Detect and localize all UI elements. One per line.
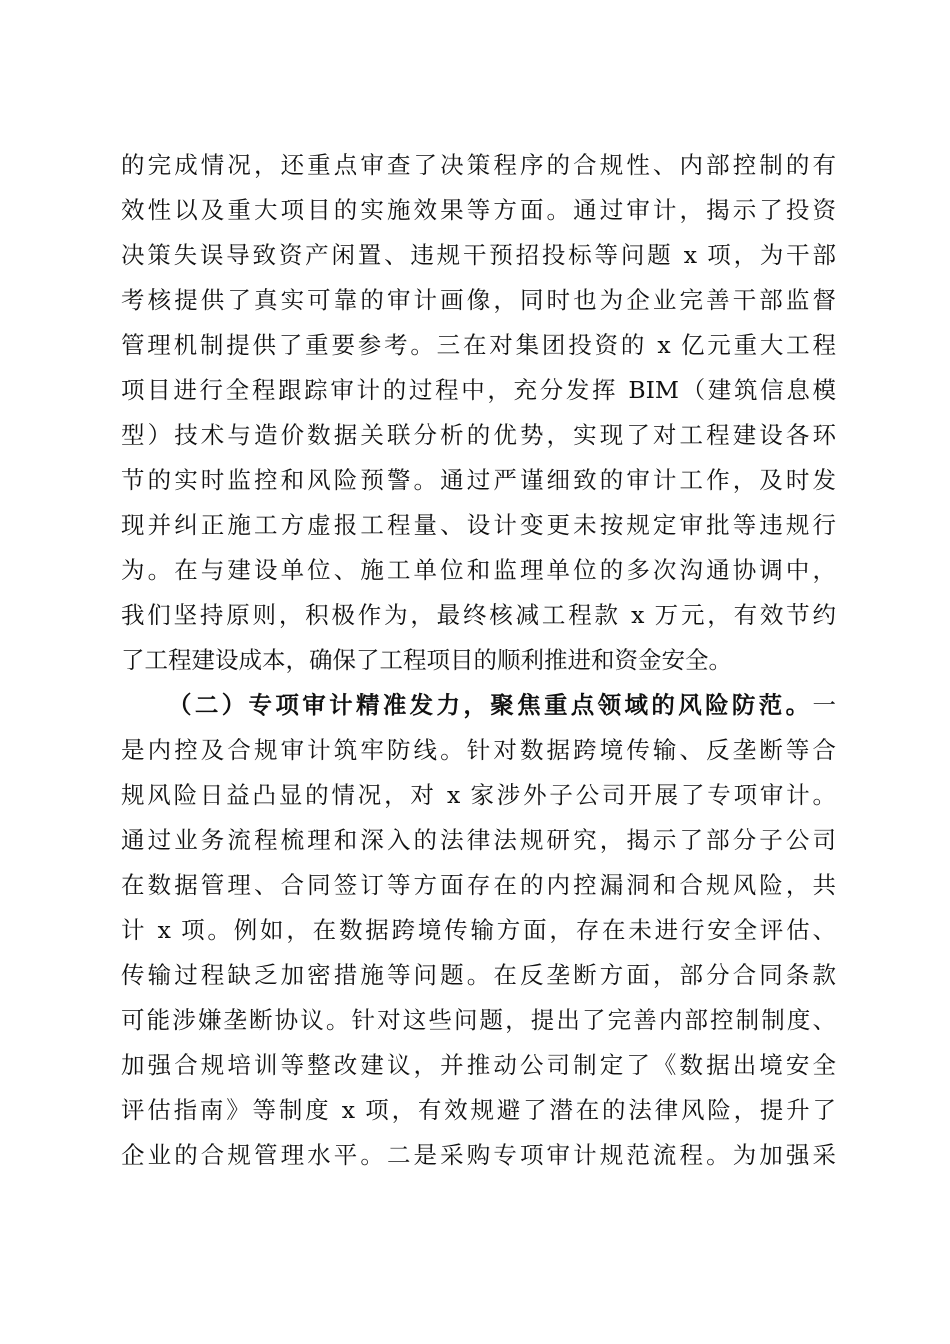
text-line: 为。在与建设单位、施工单位和监理单位的多次沟通协调中， xyxy=(121,556,836,584)
text-line: 企业的合规管理水平。二是采购专项审计规范流程。为加强采 xyxy=(121,1141,836,1169)
text-line: 效性以及重大项目的实施效果等方面。通过审计，揭示了投资 xyxy=(121,196,836,224)
section-heading: （二）专项审计精准发力，聚焦重点领域的风险防范。 xyxy=(168,691,813,719)
text-line: 决策失误导致资产闲置、违规干预招投标等问题 x 项，为干部 xyxy=(121,241,836,269)
text-line: 型）技术与造价数据关联分析的优势，实现了对工程建设各环 xyxy=(121,421,836,449)
text-line: 计 x 项。例如，在数据跨境传输方面，存在未进行安全评估、 xyxy=(121,916,836,944)
text-line: 加强合规培训等整改建议，并推动公司制定了《数据出境安全 xyxy=(121,1051,836,1079)
text-line: 在数据管理、合同签订等方面存在的内控漏洞和合规风险，共 xyxy=(121,871,836,899)
document-body xyxy=(121,143,836,1178)
section-heading-continuation: 一 xyxy=(812,691,836,719)
text-line: 项目进行全程跟踪审计的过程中，充分发挥 BIM（建筑信息模 xyxy=(121,376,836,404)
text-line: 通过业务流程梳理和深入的法律法规研究，揭示了部分子公司 xyxy=(121,826,836,854)
text-line: 管理机制提供了重要参考。三在对集团投资的 x 亿元重大工程 xyxy=(121,331,836,359)
text-line: 可能涉嫌垄断协议。针对这些问题，提出了完善内部控制制度、 xyxy=(121,1006,836,1034)
text-line: 规风险日益凸显的情况，对 x 家涉外子公司开展了专项审计。 xyxy=(121,781,836,809)
text-line: 节的实时监控和风险预警。通过严谨细致的审计工作，及时发 xyxy=(121,466,836,494)
text-line: 我们坚持原则，积极作为，最终核减工程款 x 万元，有效节约 xyxy=(121,601,836,629)
text-line: 现并纠正施工方虚报工程量、设计变更未按规定审批等违规行 xyxy=(121,511,836,539)
text-line: 考核提供了真实可靠的审计画像，同时也为企业完善干部监督 xyxy=(121,286,836,314)
text-line: 是内控及合规审计筑牢防线。针对数据跨境传输、反垄断等合 xyxy=(121,736,836,764)
text-line: 评估指南》等制度 x 项，有效规避了潜在的法律风险，提升了 xyxy=(121,1096,836,1124)
paragraph-last-line: 了工程建设成本，确保了工程项目的顺利推进和资金安全。 xyxy=(121,646,732,674)
text-line: 传输过程缺乏加密措施等问题。在反垄断方面，部分合同条款 xyxy=(121,961,836,989)
text-line: 的完成情况，还重点审查了决策程序的合规性、内部控制的有 xyxy=(121,151,836,179)
section-heading-line xyxy=(121,683,836,728)
